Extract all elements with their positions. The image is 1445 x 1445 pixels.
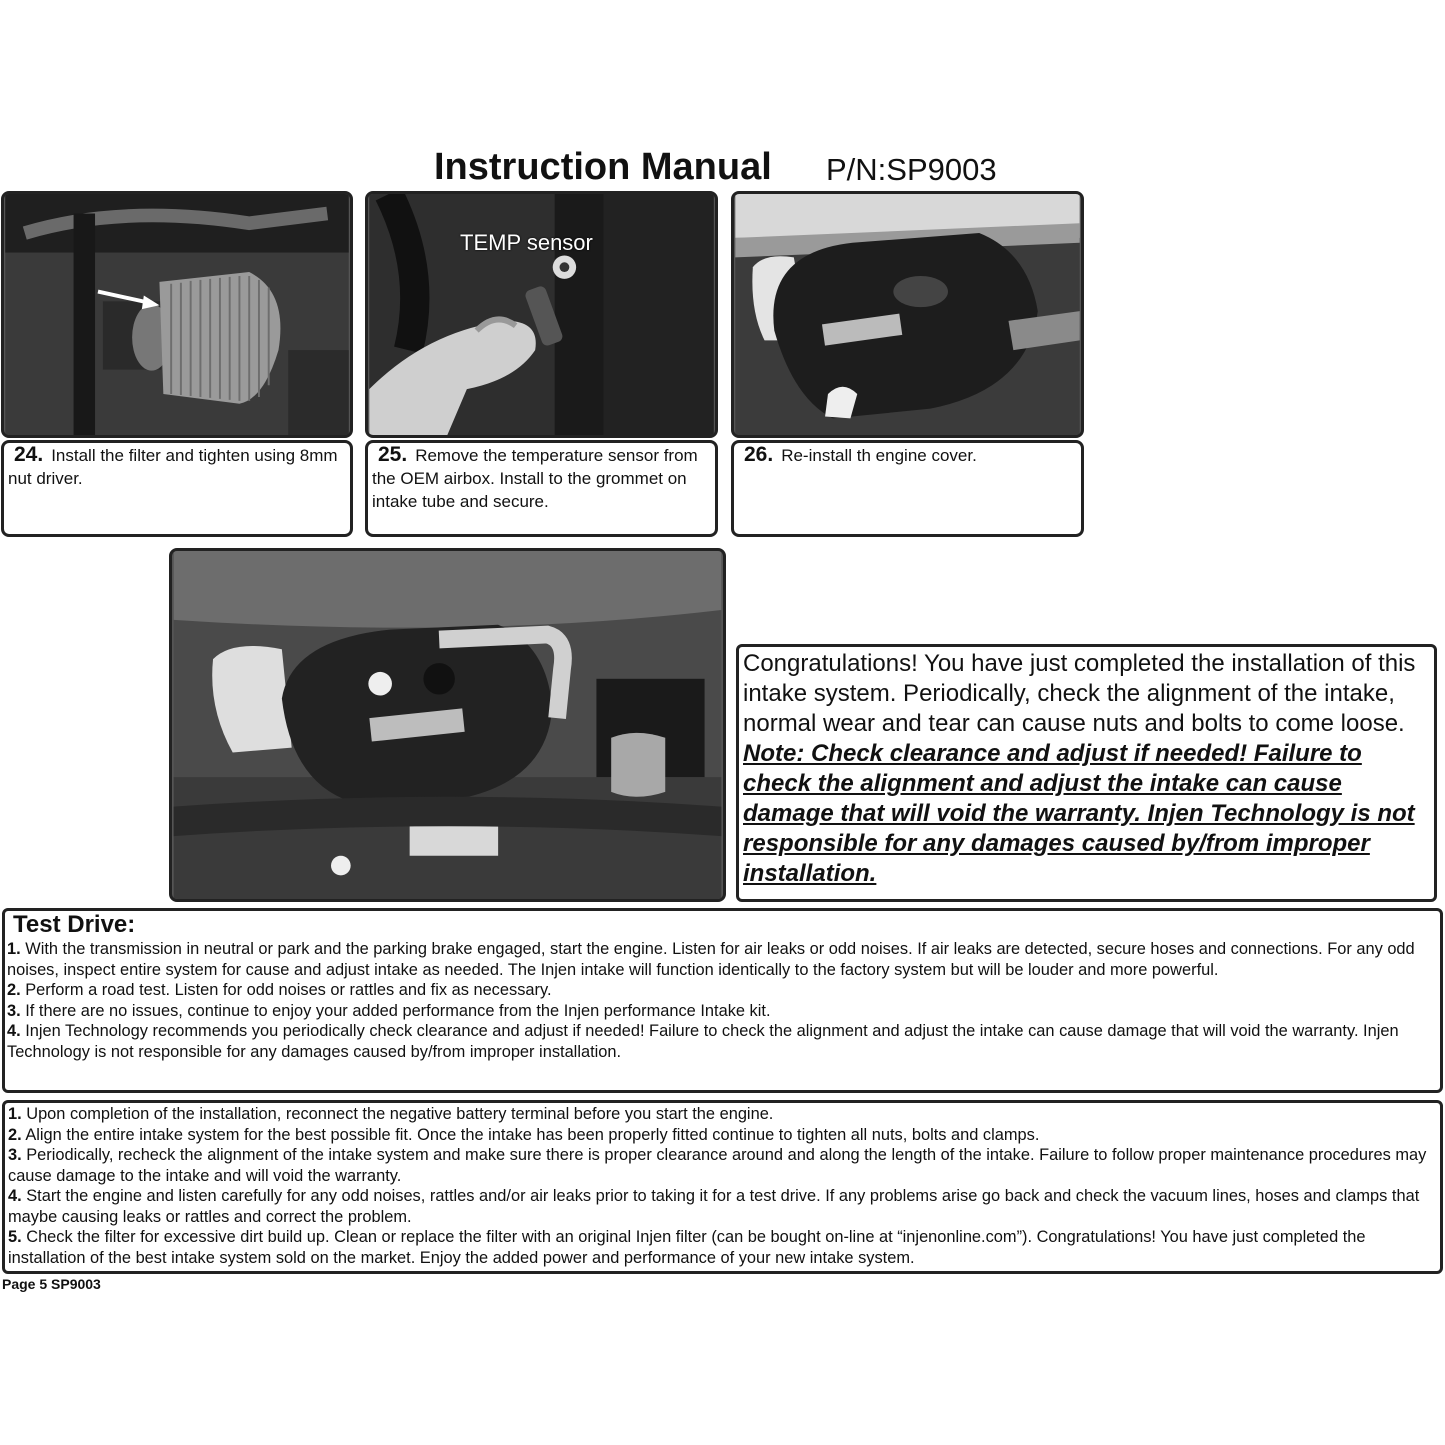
test-drive-item (7, 980, 1434, 1001)
part-number: P/N:SP9003 (826, 152, 997, 187)
page-title: Instruction Manual (434, 146, 772, 188)
item-number: 3. (7, 1001, 21, 1020)
temp-sensor-label: TEMP sensor (460, 230, 593, 255)
note-item (8, 1145, 1434, 1186)
step-number: 24. (14, 443, 44, 466)
note-item (8, 1104, 1434, 1125)
item-text: If there are no issues, continue to enjoy your added performance from the Injen performance Intake kit. (20, 1001, 771, 1020)
step-25-photo (365, 191, 718, 438)
note-number: 2. (8, 1125, 22, 1144)
step-26-box (731, 440, 1084, 537)
step-number: 26. (744, 443, 774, 466)
congratulations-text: Congratulations! You have just completed the installation of this intake system. Periodically, check the alignment of the intake, normal wear and tear can cause nuts and bolts to come loose. (743, 650, 1416, 737)
completed-install-photo (169, 548, 726, 902)
note-text: Upon completion of the installation, reconnect the negative battery terminal before you start the engine. (21, 1105, 774, 1123)
note-item (8, 1186, 1434, 1227)
note-number: 4. (8, 1187, 22, 1205)
note-text: Periodically, recheck the alignment of the intake system and make sure there is proper clearance around and along the length of the intake. Failure to follow proper maintenance procedures may cause damage to the intake and will void the warranty. (8, 1146, 1427, 1185)
note-text: Start the engine and listen carefully for any odd noises, rattles and/or air leaks prior to taking it for a test drive. If any problems arise go back and check the vacuum lines, hoses and clamps that maybe causing leaks or rattles and correct the problem. (8, 1187, 1420, 1226)
step-24-box (1, 440, 353, 537)
final-notes-section (2, 1100, 1443, 1274)
item-text: Perform a road test. Listen for odd noises or rattles and fix as necessary. (20, 981, 552, 999)
step-25-box (365, 440, 718, 537)
note-text: Check the filter for excessive dirt build up. Clean or replace the filter with an original Injen filter (can be bought on-line at “injenonline.com”). Congratulations! You have just completed the installation of the best intake system sold on the market. Enjoy the added power and performance of your new intake system. (8, 1228, 1366, 1267)
step-24-photo (1, 191, 353, 438)
note-number: 1. (8, 1105, 22, 1123)
engine-cover-image (734, 194, 1081, 435)
item-number: 2. (7, 981, 21, 999)
test-drive-item (7, 1001, 1434, 1022)
note-item (8, 1227, 1434, 1268)
item-number: 4. (7, 1022, 21, 1040)
step-text: Install the filter and tighten using 8mm nut driver. (8, 446, 338, 488)
test-drive-item (7, 939, 1434, 980)
warranty-note: Note: Check clearance and adjust if needed! Failure to check the alignment and adjust the intake can cause damage that will void the warranty. Injen Technology is not responsible for any damages caused by/from improper installation. (743, 740, 1415, 887)
item-text: Injen Technology recommends you periodically check clearance and adjust if needed! Failure to check the alignment and adjust the intake can cause damage that will void the warranty. Injen Technology is not responsible for any damages caused by/from improper installation. (7, 1022, 1399, 1061)
congratulations-box (736, 644, 1437, 902)
step-number: 25. (378, 443, 408, 466)
step-text: Remove the temperature sensor from the OEM airbox. Install to the grommet on intake tube and secure. (372, 446, 698, 511)
page-footer: Page 5 SP9003 (2, 1276, 101, 1292)
note-number: 3. (8, 1146, 22, 1164)
step-26-photo (731, 191, 1084, 438)
engine-bay-image (172, 551, 723, 899)
test-drive-section (2, 908, 1443, 1093)
note-item (8, 1125, 1434, 1146)
test-drive-item (7, 1021, 1434, 1062)
step-text: Re-install th engine cover. (781, 446, 977, 465)
test-drive-heading: Test Drive: (13, 911, 136, 938)
item-text: With the transmission in neutral or park and the parking brake engaged, start the engine. Listen for air leaks or odd noises. If air leaks are detected, secure hoses and connections. For any odd noises, inspect entire system for cause and adjust intake as needed. The Injen intake will function identically to the factory system but will be louder and more powerful. (7, 940, 1415, 979)
note-text: Align the entire intake system for the best possible fit. Once the intake has been properly fitted continue to tighten all nuts, bolts and clamps. (21, 1125, 1040, 1144)
item-number: 1. (7, 940, 21, 958)
filter-install-image (4, 194, 350, 435)
note-number: 5. (8, 1228, 22, 1246)
